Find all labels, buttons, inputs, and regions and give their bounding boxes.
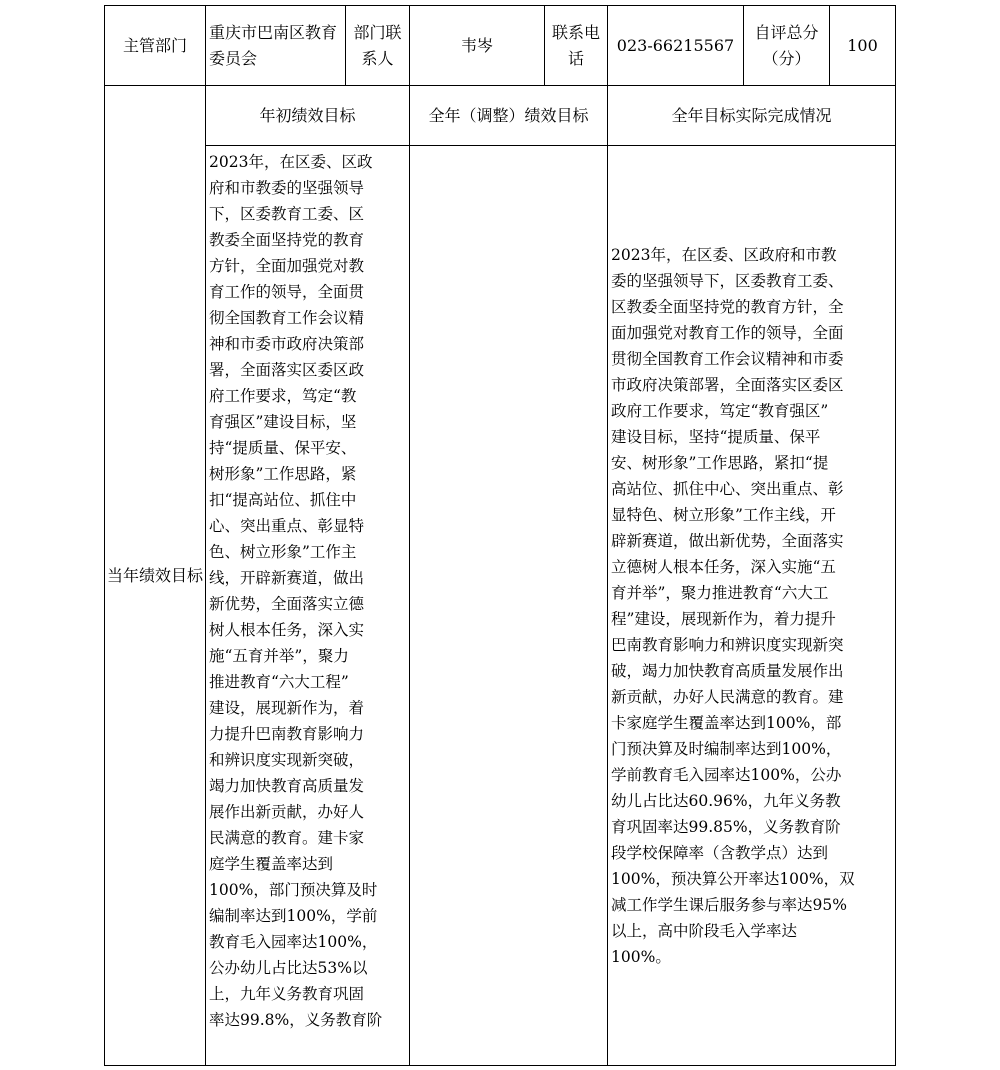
performance-table	[104, 5, 896, 1066]
initial-goal-text: 2023年，在区委、区政 府和市教委的坚强领导 下，区委教育工委、区 教委全面坚持党的教育 方针，全面加强党对教 育工作的领导，全面贯 彻全国教育工作会议精 神和市委市政府决策部 署，全面落实区委区政 府工作要求，笃定“教 育强区”建设目标，坚 持“提质量、保平安、 树形象”工作思路，紧 扣“提高站位、抓住中 心、突出重点、彰显特 色、树立形象”工作主 线，开辟新赛道，做出 新优势，全面落实立德 树人根本任务，深入实 施“五育并举”，聚力 推进教育“六大工程” 建设，展现新作为，着 力提升巴南教育影响力 和辨识度实现新突破， 竭力加快教育高质量发 展作出新贡献，办好人 民满意的教育。建卡家 庭学生覆盖率达到 100%，部门预决算及时 编制率达到100%，学前 教育毛入园率达100%， 公办幼儿占比达53%以 上，九年义务教育巩固 率达99.8%，义务教育阶	[209, 153, 383, 1029]
dept-value: 重庆市巴南区教育委员会	[206, 6, 346, 86]
header-row	[105, 6, 896, 86]
initial-goal-cell	[206, 146, 410, 1066]
adjusted-goal-cell	[410, 146, 608, 1066]
phone-label: 联系电话	[545, 6, 608, 86]
col-actual-header: 全年目标实际完成情况	[608, 86, 896, 146]
contact-value: 韦岑	[410, 6, 545, 86]
score-value: 100	[830, 6, 896, 86]
dept-label: 主管部门	[105, 6, 206, 86]
col-initial-header: 年初绩效目标	[206, 86, 410, 146]
goals-row-label: 当年绩效目标	[105, 86, 206, 1066]
phone-value: 023-66215567	[608, 6, 744, 86]
goals-content-row	[105, 146, 896, 1066]
goals-header-row	[105, 86, 896, 146]
actual-result-cell	[608, 146, 896, 1066]
col-adjusted-header: 全年（调整）绩效目标	[410, 86, 608, 146]
contact-label: 部门联系人	[346, 6, 410, 86]
score-label: 自评总分（分）	[744, 6, 830, 86]
actual-result-text: 2023年，在区委、区政府和市教 委的坚强领导下，区委教育工委、 区教委全面坚持党的教育方针，全 面加强党对教育工作的领导，全面 贯彻全国教育工作会议精神和市委 市政府决策部署，全面落实区委区 政府工作要求，笃定“教育强区” 建设目标，坚持“提质量、保平 安、树形象”工作思路，紧扣“提 高站位、抓住中心、突出重点、彰 显特色、树立形象”工作主线，开 辟新赛道，做出新优势，全面落实 立德树人根本任务，深入实施“五 育并举”，聚力推进教育“六大工 程”建设，展现新作为，着力提升 巴南教育影响力和辨识度实现新突 破，竭力加快教育高质量发展作出 新贡献，办好人民满意的教育。建 卡家庭学生覆盖率达到100%，部 门预决算及时编制率达到100%， 学前教育毛入园率达100%，公办 幼儿占比达60.96%，九年义务教 育巩固率达99.85%，义务教育阶 段学校保障率（含教学点）达到 100%，预决算公开率达100%，双 减工作学生课后服务参与率达95% 以上，高中阶段毛入学率达 100%。	[611, 245, 855, 966]
